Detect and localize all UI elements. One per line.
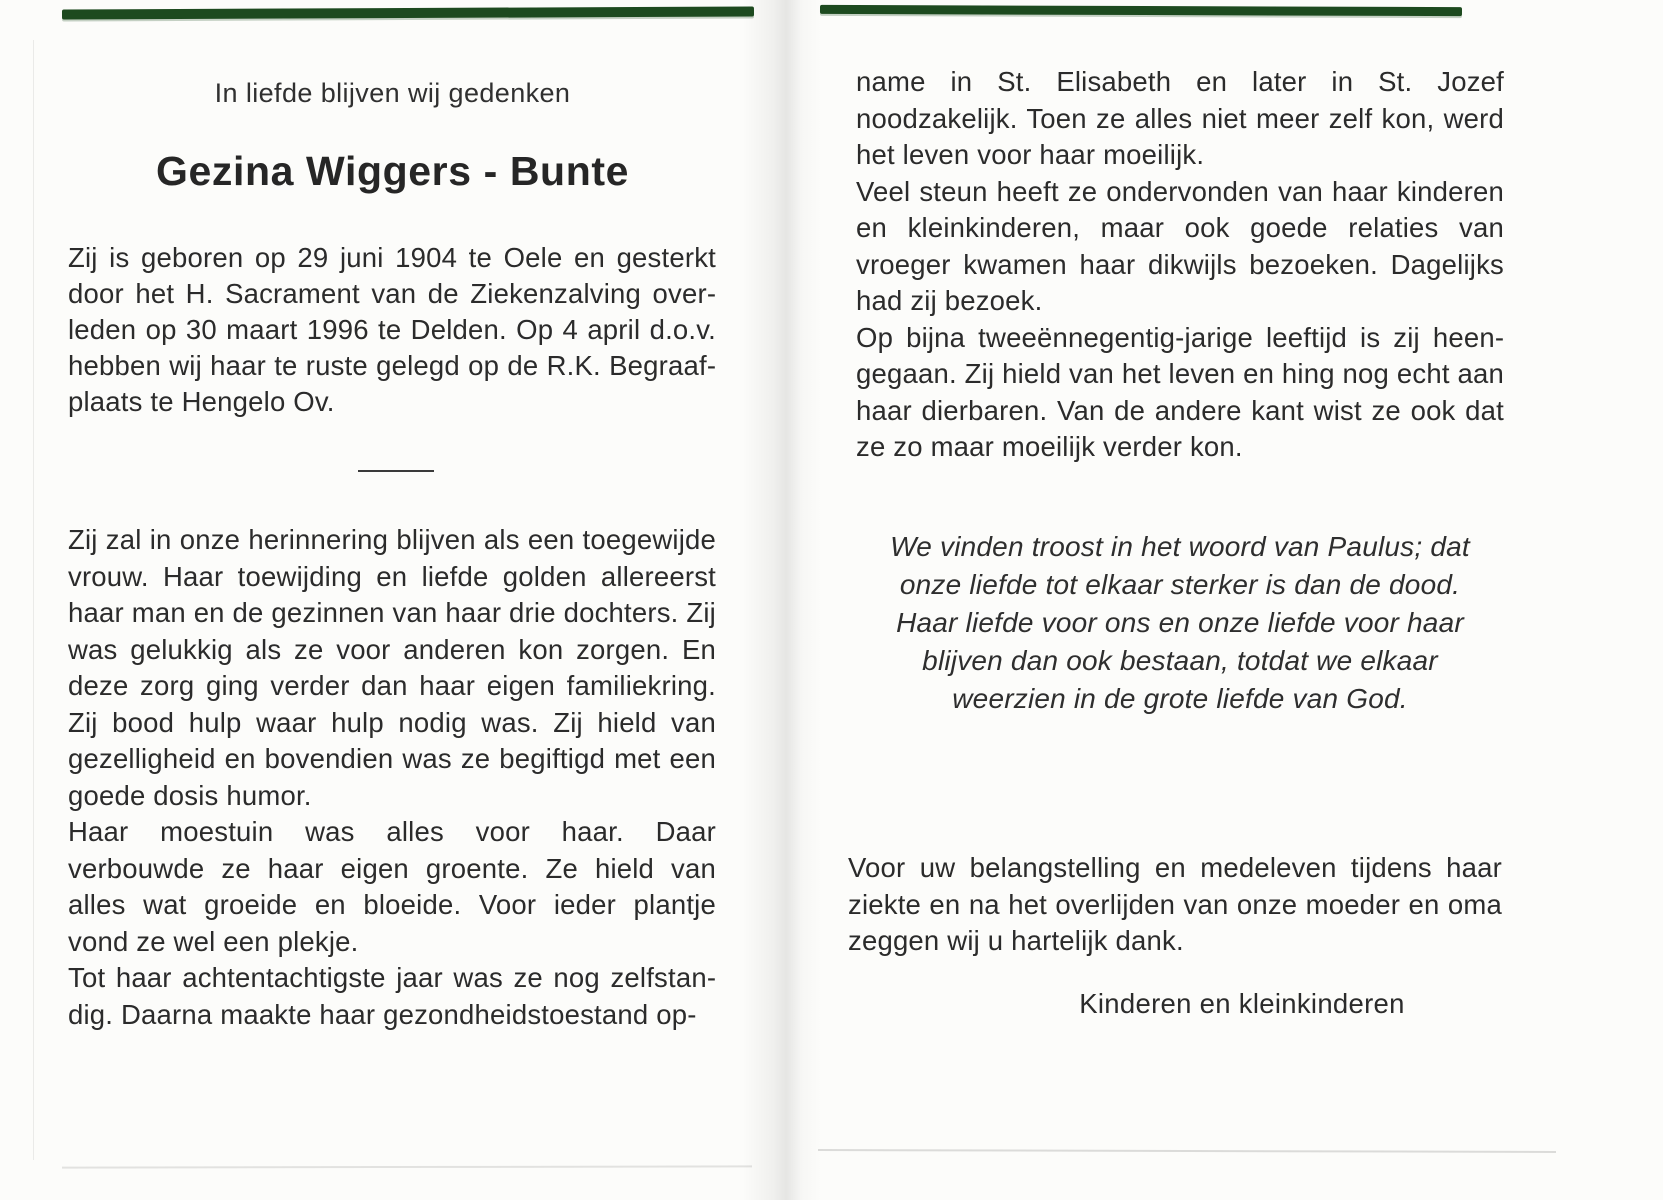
memorial-page-right — [812, 0, 1572, 1200]
quote-line: Haar liefde voor ons en onze liefde voor haar — [896, 607, 1464, 638]
deceased-name-title: Gezina Wiggers - Bunte — [156, 148, 629, 194]
body-paragraph: Tot haar achtentachtigste jaar was ze nog zelfstandig. Daarna maakte haar gezondheidstoestand op- — [68, 962, 716, 1030]
body-paragraph: Veel steun heeft ze ondervonden van haar kinderen en kleinkinderen, maar ook goede relaties van vroeger kwamen haar dikwijls bezoeken. Dagelijks had zij bezoek. — [856, 175, 1504, 316]
body-paragraph: Haar moestuin was alles voor haar. Daar verbouwde ze haar eigen groente. Ze hield van alles wat groeide en bloeide. Voor ieder plantje vond ze wel een plekje. — [68, 816, 716, 957]
page-gutter-shadow — [742, 0, 822, 1200]
body-paragraph: Op bijna tweeënnegentig-jarige leeftijd is zij heengegaan. Zij hield van het leven en hing nog echt aan haar dierbaren. Van de andere kant wist ze ook dat ze zo maar moeilijk verder kon. — [856, 321, 1504, 462]
left-body-text — [68, 522, 716, 1033]
family-signature: Kinderen en kleinkinderen — [1079, 988, 1405, 1019]
quote-line: We vinden troost in het woord van Paulus; dat — [890, 531, 1470, 562]
acknowledgement-paragraph: Voor uw belangstelling en medeleven tijdens haar ziekte en na het overlijden van onze moeder en oma zeggen wij u hartelijk dank. — [848, 852, 1502, 956]
memorial-page-left — [40, 0, 752, 1200]
section-divider — [358, 470, 434, 472]
birth-death-paragraph: Zij is geboren op 29 juni 1904 te Oele en gesterkt door het H. Sacrament van de Ziekenzalving overleden op 30 maart 1996 te Delden. Op 4 april d.o.v. hebben wij haar te ruste gelegd op de R.K. Begraafplaats te Hengelo Ov. — [68, 242, 716, 417]
scripture-quote — [848, 528, 1512, 718]
body-paragraph: Zij zal in onze herinnering blijven als een toegewijde vrouw. Haar toewijding en liefde golden allereerst haar man en de gezinnen van haar drie dochters. Zij was gelukkig als ze voor anderen kon zorgen. En deze zorg ging verder dan haar eigen familiekring. Zij bood hulp waar hulp nodig was. Zij hield van gezelligheid en bovendien was ze begiftigd met een goede dosis humor. — [68, 524, 716, 811]
right-body-text — [856, 64, 1504, 466]
body-paragraph: name in St. Elisabeth en later in St. Jozef noodzakelijk. Toen ze alles niet meer zelf kon, werd het leven voor haar moeilijk. — [856, 66, 1504, 170]
quote-line: blijven dan ook bestaan, totdat we elkaar — [922, 645, 1438, 676]
quote-line: onze liefde tot elkaar sterker is dan de dood. — [899, 569, 1461, 600]
memorial-header: In liefde blijven wij gedenken — [214, 78, 571, 108]
quote-line: weerzien in de grote liefde van God. — [952, 683, 1408, 714]
left-page-edge — [33, 40, 34, 1160]
